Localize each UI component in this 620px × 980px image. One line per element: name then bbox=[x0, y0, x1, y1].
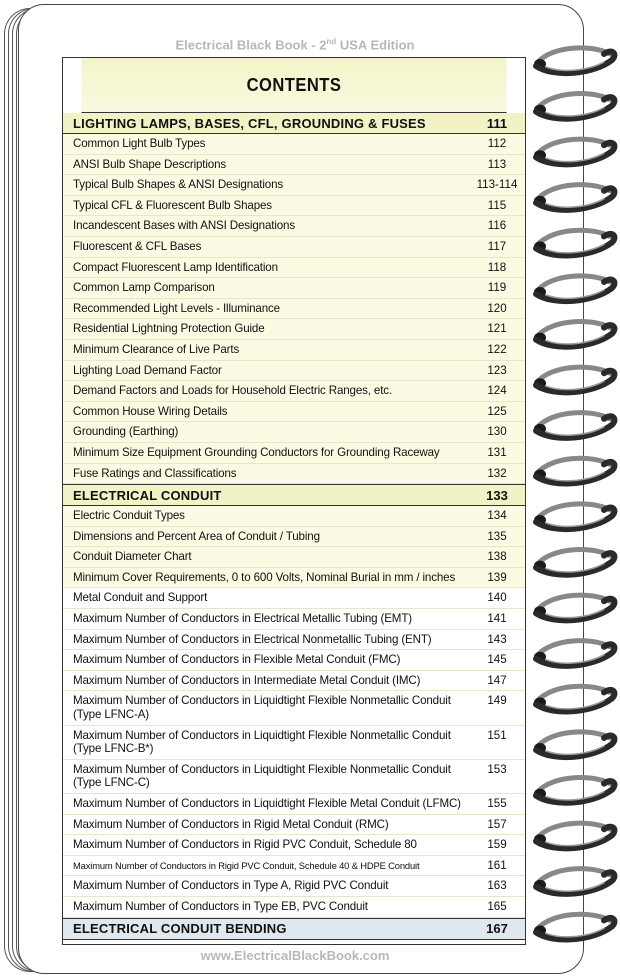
toc-entry[interactable] bbox=[63, 609, 525, 630]
toc-entry-page: 115 bbox=[487, 198, 507, 212]
toc-entry-page: 120 bbox=[487, 301, 507, 315]
toc-entry[interactable] bbox=[63, 155, 525, 176]
toc-entry-page: 134 bbox=[487, 509, 507, 523]
book-title: Electrical Black Book - 2nd USA Edition bbox=[175, 37, 415, 53]
toc-entry[interactable] bbox=[63, 299, 525, 320]
toc-entry-page: 161 bbox=[487, 858, 507, 872]
toc-entry-page: 130 bbox=[487, 425, 507, 439]
website-footer: www.ElectricalBlackBook.com bbox=[200, 948, 390, 963]
toc-entry-title: Maximum Number of Conductors in Liquidtight Flexible Nonmetallic Conduit (Type LFNC-B*) bbox=[73, 728, 451, 756]
toc-entry-page: 141 bbox=[487, 612, 507, 626]
toc-entry[interactable] bbox=[63, 506, 525, 527]
toc-list bbox=[63, 113, 525, 945]
toc-entry-title: Conduit Diameter Chart bbox=[73, 550, 192, 564]
toc-entry-page: 121 bbox=[487, 322, 507, 336]
toc-entry[interactable] bbox=[63, 726, 525, 760]
toc-entry-title: Common House Wiring Details bbox=[73, 404, 228, 418]
toc-entry-title: Grounding (Earthing) bbox=[73, 425, 179, 439]
section-title: LIGHTING LAMPS, BASES, CFL, GROUNDING & FUSES bbox=[73, 115, 426, 131]
toc-entry-title: Lighting Load Demand Factor bbox=[73, 363, 222, 377]
toc-entry[interactable] bbox=[63, 547, 525, 568]
toc-entry[interactable] bbox=[63, 258, 525, 279]
toc-entry-page: 143 bbox=[487, 632, 507, 646]
toc-entry[interactable] bbox=[63, 568, 525, 589]
toc-entry[interactable] bbox=[63, 237, 525, 258]
toc-entry-title: Fuse Ratings and Classifications bbox=[73, 466, 237, 480]
toc-entry-title: Maximum Number of Conductors in Electrical Metallic Tubing (EMT) bbox=[73, 612, 412, 626]
toc-entry-page: 151 bbox=[487, 728, 507, 742]
toc-entry-title: Recommended Light Levels - Illuminance bbox=[73, 301, 280, 315]
toc-entry-page: 155 bbox=[487, 797, 507, 810]
toc-entry[interactable] bbox=[63, 650, 525, 671]
toc-entry-title: Maximum Number of Conductors in Electrical Nonmetallic Tubing (ENT) bbox=[73, 632, 432, 646]
toc-entry-title: Demand Factors and Loads for Household Electric Ranges, etc. bbox=[73, 384, 393, 398]
toc-entry[interactable] bbox=[63, 340, 525, 361]
section-page: 133 bbox=[486, 487, 508, 503]
toc-entry-title: Maximum Number of Conductors in Liquidtight Flexible Nonmetallic Conduit (Type LFNC-A) bbox=[73, 694, 451, 722]
toc-entry[interactable] bbox=[63, 464, 525, 485]
section-title: ELECTRICAL CONDUIT BENDING bbox=[73, 921, 287, 937]
toc-entry[interactable] bbox=[63, 134, 525, 155]
spiral-coil bbox=[534, 413, 614, 438]
spiral-coil bbox=[534, 48, 614, 73]
toc-entry-title: Compact Fluorescent Lamp Identification bbox=[73, 260, 278, 274]
spiral-coil bbox=[534, 93, 614, 118]
toc-entry-title: Residential Lightning Protection Guide bbox=[73, 322, 265, 336]
spiral-coil bbox=[534, 321, 614, 346]
toc-entry[interactable] bbox=[63, 527, 525, 548]
toc-entry[interactable] bbox=[63, 876, 525, 897]
spiral-coil bbox=[534, 276, 614, 301]
contents-frame bbox=[62, 57, 526, 945]
toc-entry[interactable] bbox=[63, 319, 525, 340]
toc-entry-page: 113 bbox=[487, 157, 507, 171]
toc-entry-title: Maximum Number of Conductors in Type EB, PVC Conduit bbox=[73, 899, 368, 913]
toc-entry-title: Minimum Cover Requirements, 0 to 600 Volts, Nominal Burial in mm / inches bbox=[73, 570, 456, 584]
toc-entry-page: 119 bbox=[487, 281, 507, 295]
toc-entry[interactable] bbox=[63, 897, 525, 918]
toc-entry[interactable] bbox=[63, 856, 525, 877]
toc-entry[interactable] bbox=[63, 835, 525, 856]
toc-entry-title: Minimum Size Equipment Grounding Conductors for Grounding Raceway bbox=[73, 445, 440, 459]
toc-entry-page: 132 bbox=[487, 466, 507, 480]
spiral-coil bbox=[534, 595, 614, 620]
toc-entry[interactable] bbox=[63, 815, 525, 836]
toc-entry-page: 138 bbox=[487, 550, 507, 564]
toc-entry-page: 112 bbox=[487, 137, 507, 150]
toc-entry-page: 157 bbox=[487, 817, 507, 831]
contents-heading: CONTENTS bbox=[81, 58, 506, 113]
toc-entry[interactable] bbox=[63, 794, 525, 815]
spiral-coil bbox=[534, 732, 614, 757]
toc-entry-title: Incandescent Bases with ANSI Designations bbox=[73, 219, 295, 233]
toc-entry-page: 139 bbox=[487, 570, 507, 584]
spiral-coil bbox=[534, 185, 614, 210]
toc-entry-title: Minimum Clearance of Live Parts bbox=[73, 342, 240, 356]
toc-entry-title: Maximum Number of Conductors in Rigid Metal Conduit (RMC) bbox=[73, 817, 389, 831]
toc-entry[interactable] bbox=[63, 760, 525, 794]
toc-entry-page: 118 bbox=[487, 260, 507, 274]
toc-entry-page: 117 bbox=[487, 239, 507, 253]
toc-entry-title bbox=[63, 940, 469, 945]
toc-entry-page bbox=[469, 940, 525, 945]
spiral-coil bbox=[534, 367, 614, 392]
toc-entry-page: 124 bbox=[487, 384, 507, 398]
toc-entry-title: Typical Bulb Shapes & ANSI Designations bbox=[73, 178, 284, 192]
toc-entry-page: 131 bbox=[487, 445, 507, 459]
toc-entry[interactable] bbox=[63, 278, 525, 299]
toc-entry-title: Maximum Number of Conductors in Rigid PVC Conduit, Schedule 80 bbox=[73, 838, 417, 852]
toc-entry[interactable] bbox=[63, 175, 525, 196]
toc-entry-page: 147 bbox=[487, 673, 507, 687]
toc-entry-title: Maximum Number of Conductors in Intermediate Metal Conduit (IMC) bbox=[73, 673, 421, 687]
toc-entry[interactable] bbox=[63, 588, 525, 609]
toc-entry-title: Maximum Number of Conductors in Liquidtight Flexible Nonmetallic Conduit (Type LFNC-C) bbox=[73, 762, 451, 790]
spiral-coil bbox=[534, 458, 614, 483]
spiral-coil bbox=[534, 686, 614, 711]
toc-entry-page: 153 bbox=[487, 762, 507, 776]
toc-entry-title: Common Lamp Comparison bbox=[73, 281, 215, 295]
section-header[interactable] bbox=[63, 113, 525, 134]
toc-entry-title: Common Light Bulb Types bbox=[73, 137, 206, 150]
toc-entry-title: Maximum Number of Conductors in Rigid PVC Conduit, Schedule 40 & HDPE Conduit bbox=[73, 859, 420, 871]
toc-entry[interactable] bbox=[63, 443, 525, 464]
toc-entry-page: 140 bbox=[487, 591, 507, 605]
spiral-binding bbox=[532, 40, 620, 960]
spiral-coil bbox=[534, 504, 614, 529]
section-page: 167 bbox=[486, 921, 508, 937]
section-header[interactable] bbox=[63, 918, 525, 940]
toc-entry[interactable] bbox=[63, 381, 525, 402]
spiral-coil bbox=[534, 549, 614, 574]
spiral-coil bbox=[534, 139, 614, 164]
toc-entry[interactable] bbox=[63, 402, 525, 423]
toc-entry-page: 145 bbox=[487, 653, 507, 667]
spiral-coil bbox=[534, 230, 614, 255]
toc-entry-page: 122 bbox=[487, 342, 507, 356]
toc-entry-page: 113-114 bbox=[476, 178, 518, 192]
toc-entry-title: Maximum Number of Conductors in Flexible Metal Conduit (FMC) bbox=[73, 653, 401, 667]
toc-entry-title: Maximum Number of Conductors in Type A, Rigid PVC Conduit bbox=[73, 879, 389, 893]
toc-entry-page: 123 bbox=[487, 363, 507, 377]
spiral-coil bbox=[534, 869, 614, 894]
section-header[interactable] bbox=[63, 484, 525, 506]
toc-entry[interactable] bbox=[63, 671, 525, 692]
toc-entry-title: Metal Conduit and Support bbox=[73, 591, 208, 605]
toc-entry-title: Maximum Number of Conductors in Liquidtight Flexible Metal Conduit (LFMC) bbox=[73, 797, 461, 810]
toc-entry[interactable] bbox=[63, 422, 525, 443]
toc-entry-page: 116 bbox=[487, 219, 507, 233]
spiral-coil bbox=[534, 641, 614, 666]
toc-entry-page: 163 bbox=[487, 879, 507, 893]
spiral-coil bbox=[534, 777, 614, 802]
spiral-coil bbox=[534, 823, 614, 848]
toc-entry[interactable] bbox=[63, 196, 525, 217]
toc-entry[interactable] bbox=[63, 630, 525, 651]
toc-entry[interactable] bbox=[63, 216, 525, 237]
toc-entry[interactable] bbox=[63, 940, 525, 945]
toc-entry-page: 149 bbox=[487, 694, 507, 708]
spiral-coil bbox=[534, 914, 614, 939]
section-page: 111 bbox=[486, 115, 508, 131]
toc-entry-title: Electric Conduit Types bbox=[73, 509, 185, 523]
toc-entry-page: 135 bbox=[487, 529, 507, 543]
toc-entry-page: 125 bbox=[487, 404, 507, 418]
toc-entry[interactable] bbox=[63, 361, 525, 382]
toc-entry-title: Fluorescent & CFL Bases bbox=[73, 239, 202, 253]
section-title: ELECTRICAL CONDUIT bbox=[73, 487, 222, 503]
toc-entry-title: ANSI Bulb Shape Descriptions bbox=[73, 157, 227, 171]
toc-entry-page: 165 bbox=[487, 899, 507, 913]
toc-entry-title: Dimensions and Percent Area of Conduit / Tubing bbox=[73, 529, 320, 543]
toc-entry[interactable] bbox=[63, 691, 525, 725]
toc-entry-page: 159 bbox=[487, 838, 507, 852]
toc-entry-title: Typical CFL & Fluorescent Bulb Shapes bbox=[73, 198, 272, 212]
